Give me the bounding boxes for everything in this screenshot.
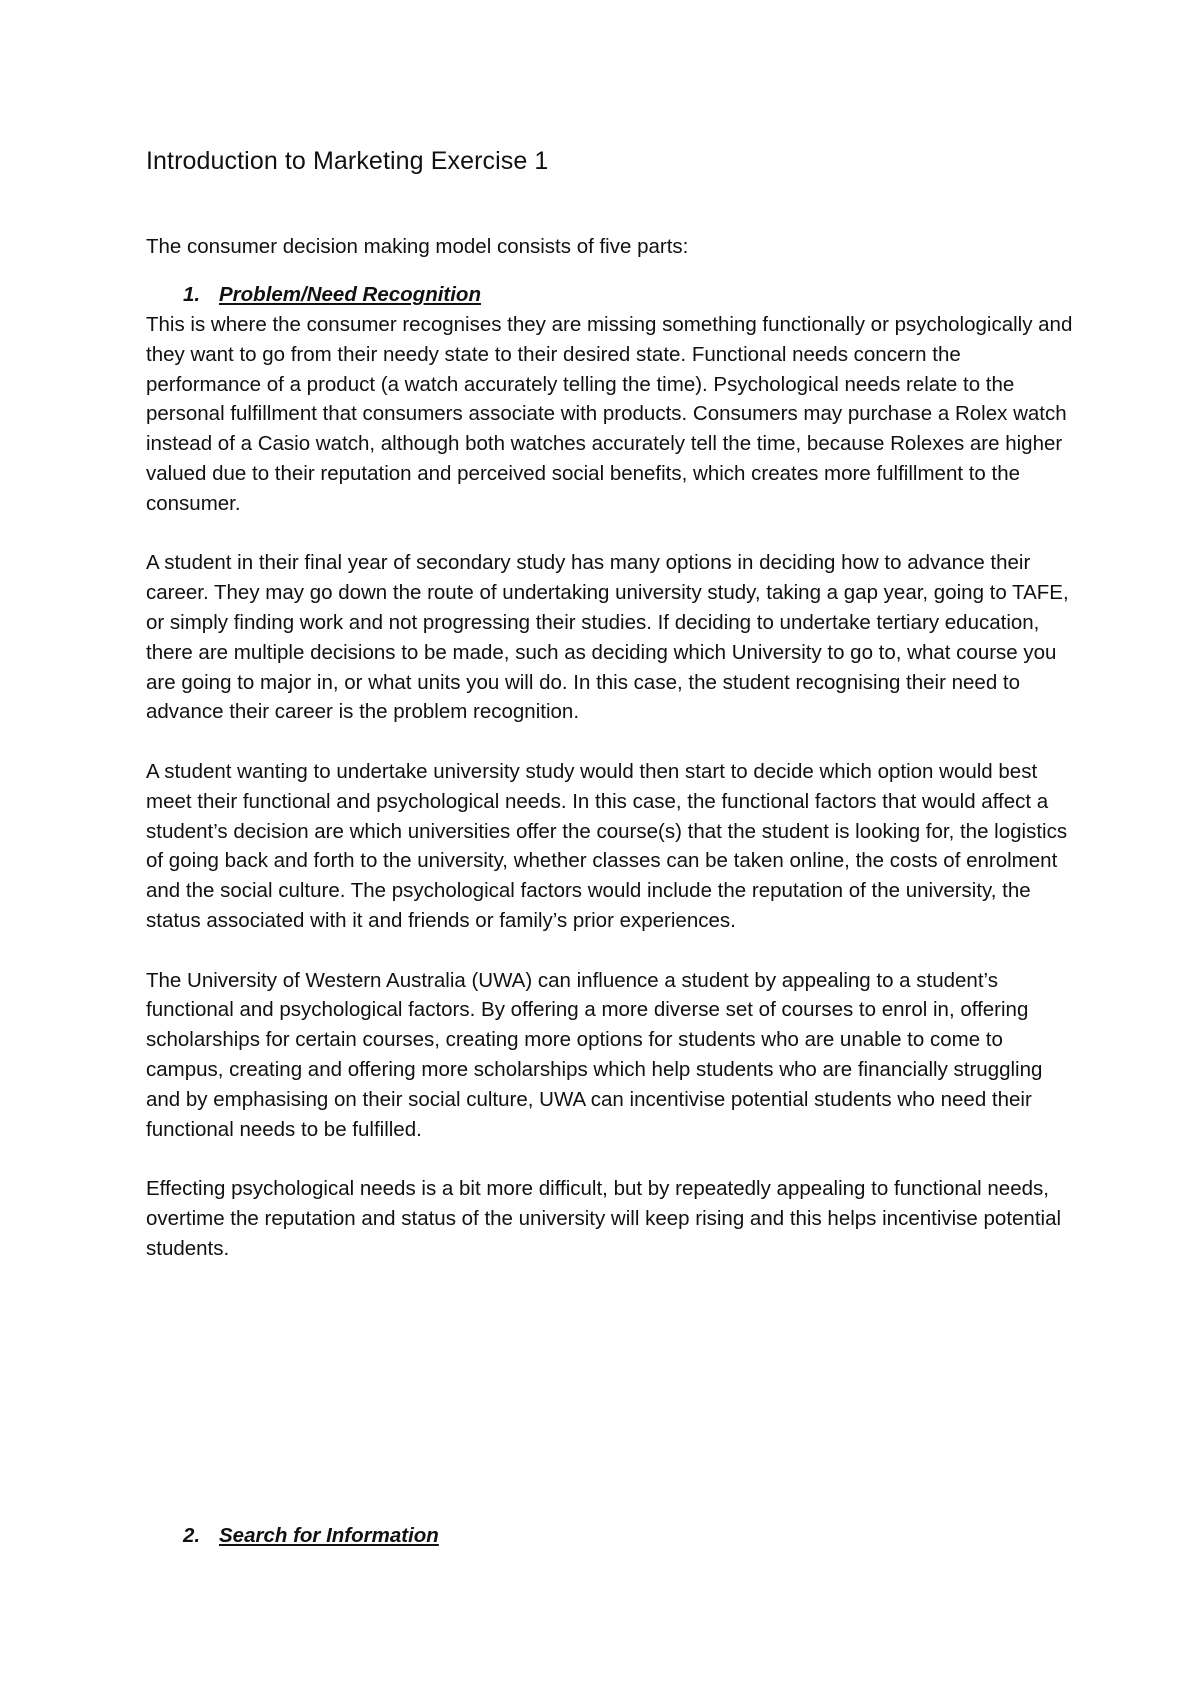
section-heading-text: Search for Information [219,1524,439,1547]
section-heading-text: Problem/Need Recognition [219,283,481,306]
paragraph: The University of Western Australia (UWA) can influence a student by appealing to a student’s functional and psychological factors. By offering a more diverse set of courses to enrol in, offering scholarships for certain courses, creating more options for students who are unable to come to campus, creating and offering more scholarships which help students who are financially struggling and by emphasising on their social culture, UWA can incentivise potential students who need their functional needs to be fulfilled. [146,968,1043,1141]
section-search-for-information [146,1521,1076,1551]
document-body [146,144,1076,1264]
section-number: 2. [183,1524,201,1547]
section-number: 1. [183,283,201,306]
section-heading-problem-recognition [146,280,1076,310]
paragraph: A student wanting to undertake university study would then start to decide which option would best meet their functional and psychological needs. In this case, the functional factors that would affect a student’s decision are which universities offer the course(s) that the student is looking for, the logistics of going back and forth to the university, whether classes can be taken online, the costs of enrolment and the social culture. The psychological factors would include the reputation of the university, the status associated with it and friends or family’s prior experiences. [146,759,1068,932]
intro-paragraph: The consumer decision making model consists of five parts: [146,235,689,258]
paragraph: A student in their final year of secondary study has many options in deciding how to advance their career. They may go down the route of undertaking university study, taking a gap year, going to TAFE, or simply finding work and not progressing their studies. If deciding to undertake tertiary education, there are multiple decisions to be made, such as deciding which University to go to, what course you are going to major in, or what units you will do. In this case, the student recognising their need to advance their career is the problem recognition. [146,551,1069,724]
document-title: Introduction to Marketing Exercise 1 [146,147,549,175]
paragraph: Effecting psychological needs is a bit more difficult, but by repeatedly appealing to functional needs, overtime the reputation and status of the university will keep rising and this helps incentivise potential students. [146,1177,1062,1260]
section-body-problem-recognition [146,310,1076,1264]
section-heading-search-information [146,1521,1076,1551]
paragraph: This is where the consumer recognises they are missing something functionally or psychologically and they want to go from their needy state to their desired state. Functional needs concern the performance of a product (a watch accurately telling the time). Psychological needs relate to the personal fulfillment that consumers associate with products. Consumers may purchase a Rolex watch instead of a Casio watch, although both watches accurately tell the time, because Rolexes are higher valued due to their reputation and perceived social benefits, which creates more fulfillment to the consumer. [146,313,1073,515]
